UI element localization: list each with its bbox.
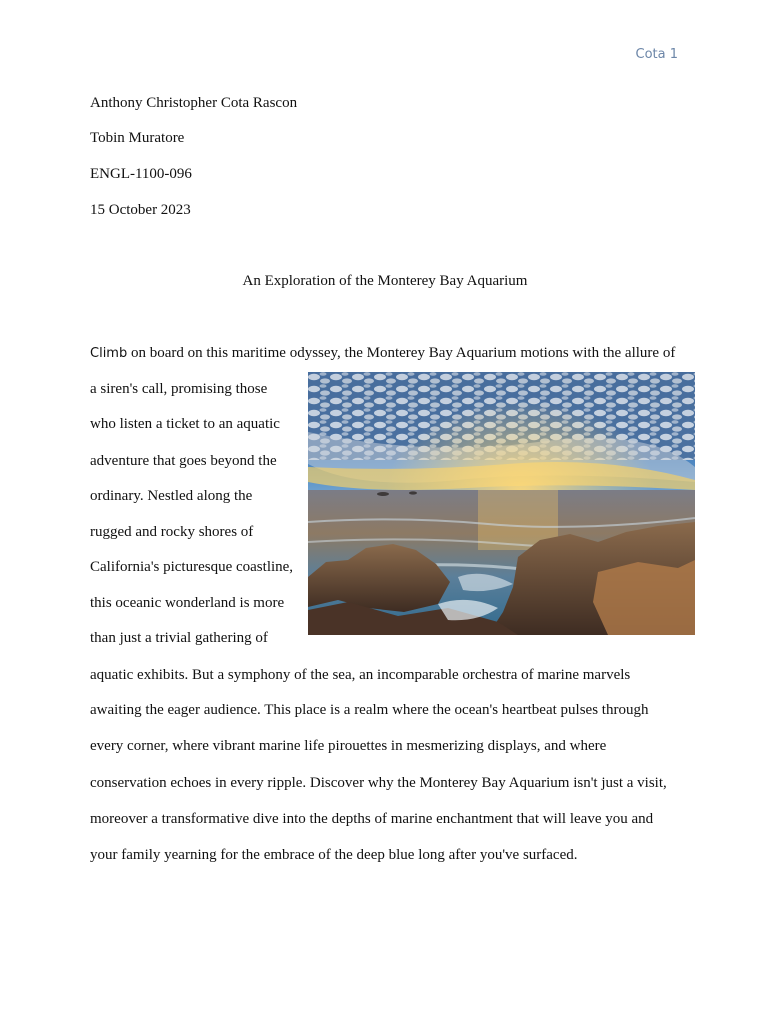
paragraph-line: moreover a transformative dive into the depths of marine enchantment that will leave you and bbox=[90, 811, 654, 827]
paragraph-line: conservation echoes in every ripple. Discover why the Monterey Bay Aquarium isn't just a visit, bbox=[90, 775, 667, 791]
paragraph-line: awaiting the eager audience. This place is a realm where the ocean's heartbeat pulses through bbox=[90, 702, 649, 718]
course-code: ENGL-1100-096 bbox=[90, 166, 192, 182]
paragraph-line: your family yearning for the embrace of the deep blue long after you've surfaced. bbox=[90, 847, 578, 863]
paragraph-first-word: Climb bbox=[90, 346, 128, 361]
paragraph-line: every corner, where vibrant marine life pirouettes in mesmerizing displays, and where bbox=[90, 738, 607, 754]
paragraph-line-text: on board on this maritime odyssey, the Monterey Bay Aquarium motions with the allure of bbox=[127, 345, 676, 361]
paragraph-line: adventure that goes beyond the bbox=[90, 453, 277, 469]
running-head: Cota 1 bbox=[635, 47, 678, 62]
paragraph-line: aquatic exhibits. But a symphony of the sea, an incomparable orchestra of marine marvels bbox=[90, 667, 631, 683]
instructor-name: Tobin Muratore bbox=[90, 130, 185, 146]
paragraph-line: who listen a ticket to an aquatic bbox=[90, 416, 280, 432]
coastal-sunset-photo bbox=[308, 372, 695, 635]
paragraph-line: than just a trivial gathering of bbox=[90, 630, 268, 646]
essay-date: 15 October 2023 bbox=[90, 202, 191, 218]
paragraph-line: ordinary. Nestled along the bbox=[90, 488, 253, 504]
essay-title: An Exploration of the Monterey Bay Aquarium bbox=[242, 273, 528, 289]
coastal-sunset-illustration bbox=[308, 372, 695, 635]
author-name: Anthony Christopher Cota Rascon bbox=[90, 95, 298, 111]
paragraph-line: rugged and rocky shores of bbox=[90, 524, 254, 540]
paragraph-line: a siren's call, promising those bbox=[90, 381, 268, 397]
paragraph-line bbox=[90, 343, 675, 363]
paragraph-line: California's picturesque coastline, bbox=[90, 559, 294, 575]
paragraph-line: this oceanic wonderland is more bbox=[90, 595, 285, 611]
